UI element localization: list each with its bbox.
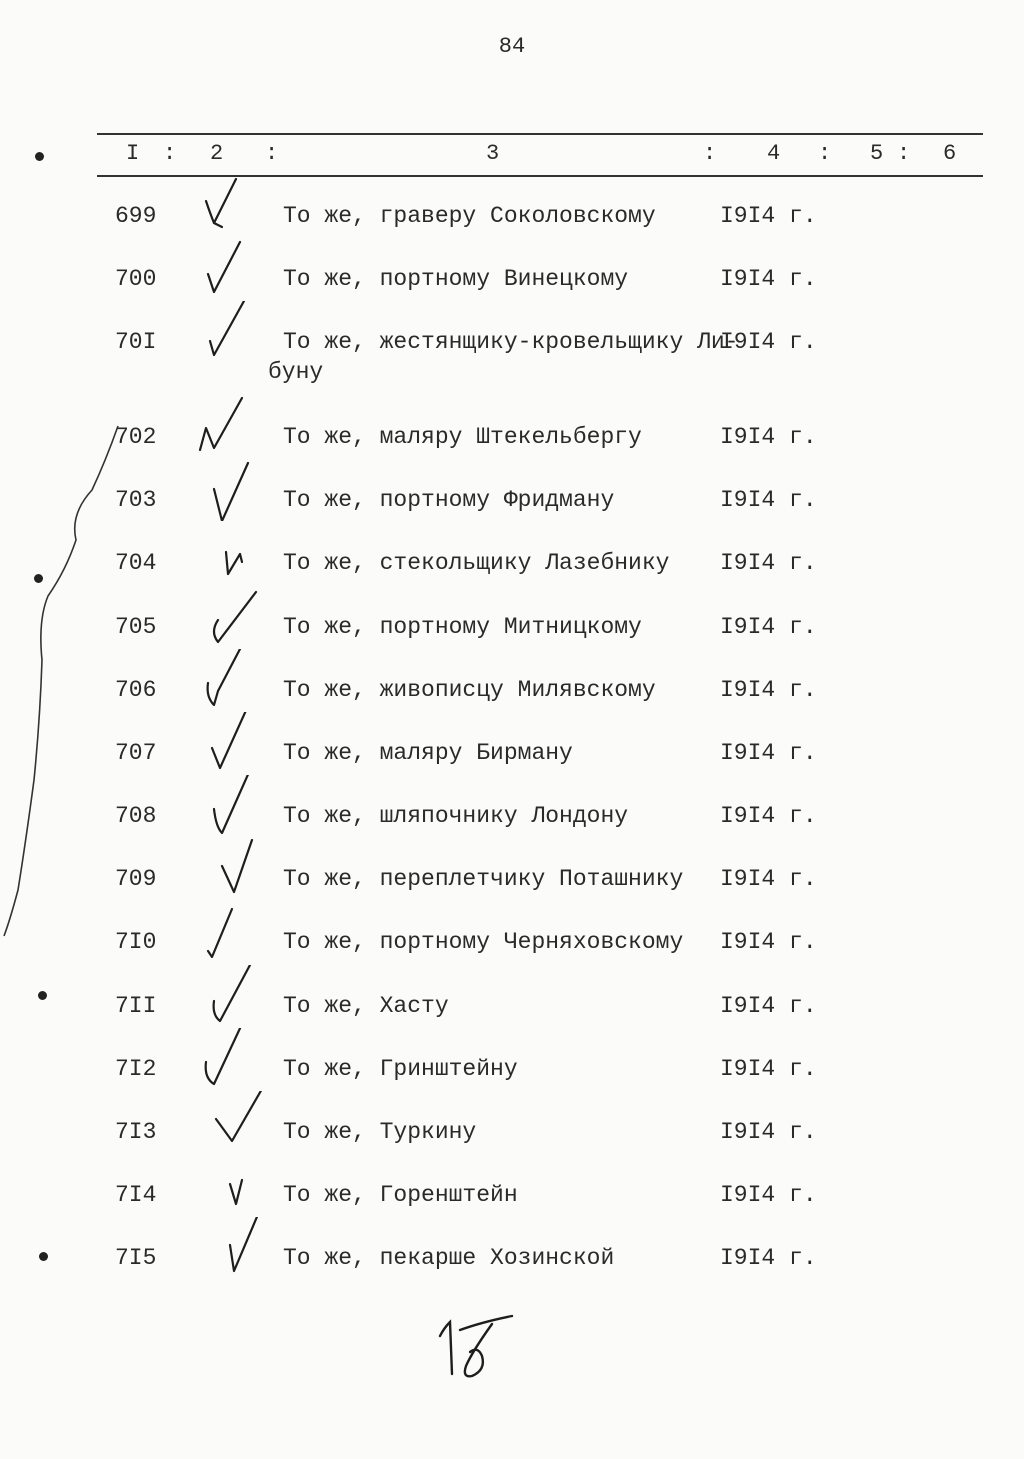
column-separator: : (703, 141, 717, 166)
column-header-1: I (126, 141, 140, 166)
checkmark-icon (196, 901, 266, 963)
row-description-continuation: буну (268, 359, 324, 385)
row-year: I9I4 г. (720, 803, 817, 829)
row-description: То же, портному Митницкому (283, 614, 642, 640)
row-description: То же, граверу Соколовскому (283, 203, 656, 229)
handwritten-signature (432, 1312, 522, 1392)
table-row (0, 929, 1024, 989)
checkmark-icon (196, 775, 266, 837)
table-row (0, 1056, 1024, 1116)
row-number: 709 (115, 866, 157, 892)
row-number: 702 (115, 424, 157, 450)
table-row (0, 993, 1024, 1053)
row-description: То же, пекарше Хозинской (283, 1245, 615, 1271)
checkmark-icon (196, 522, 266, 584)
row-year: I9I4 г. (720, 677, 817, 703)
table-row (0, 266, 1024, 326)
column-header-6: 6 (943, 141, 957, 166)
row-description: То же, переплетчику Поташнику (283, 866, 684, 892)
checkmark-icon (196, 1154, 266, 1216)
column-separator: : (265, 141, 279, 166)
column-separator: : (163, 141, 177, 166)
row-description: То же, маляру Штекельбергу (283, 424, 642, 450)
row-year: I9I4 г. (720, 550, 817, 576)
row-year: I9I4 г. (720, 614, 817, 640)
row-description: То же, Горенштейн (283, 1182, 518, 1208)
checkmark-icon (196, 175, 266, 237)
checkmark-icon (196, 459, 266, 521)
column-separator: : (818, 141, 832, 166)
checkmark-icon (196, 838, 266, 900)
table-row (0, 677, 1024, 737)
row-year: I9I4 г. (720, 740, 817, 766)
row-number: 7I2 (115, 1056, 157, 1082)
column-header-3: 3 (486, 141, 500, 166)
table-top-rule (97, 133, 983, 135)
row-year: I9I4 г. (720, 487, 817, 513)
row-number: 7I3 (115, 1119, 157, 1145)
row-number: 704 (115, 550, 157, 576)
row-description: То же, портному Фридману (283, 487, 615, 513)
table-row (0, 803, 1024, 863)
checkmark-icon (196, 965, 266, 1027)
punch-hole-dot (35, 152, 44, 161)
checkmark-icon (196, 586, 266, 648)
row-year: I9I4 г. (720, 1056, 817, 1082)
column-separator: : (897, 141, 911, 166)
margin-pencil-line (0, 420, 130, 940)
row-year: I9I4 г. (720, 929, 817, 955)
row-year: I9I4 г. (720, 1119, 817, 1145)
checkmark-icon (196, 238, 266, 300)
row-description: То же, жестянщику-кровельщику Ли- (283, 329, 739, 355)
punch-hole-dot (38, 991, 47, 1000)
table-row (0, 329, 1024, 389)
row-number: 705 (115, 614, 157, 640)
column-header-4: 4 (767, 141, 781, 166)
row-number: 7I5 (115, 1245, 157, 1271)
row-year: I9I4 г. (720, 1182, 817, 1208)
table-row (0, 1245, 1024, 1305)
table-row (0, 550, 1024, 610)
punch-hole-dot (34, 574, 43, 583)
row-number: 707 (115, 740, 157, 766)
row-year: I9I4 г. (720, 203, 817, 229)
table-row (0, 424, 1024, 484)
row-number: 7I0 (115, 929, 157, 955)
punch-hole-dot (39, 1252, 48, 1261)
row-year: I9I4 г. (720, 424, 817, 450)
column-header-2: 2 (210, 141, 224, 166)
row-number: 706 (115, 677, 157, 703)
row-description: То же, Гринштейну (283, 1056, 518, 1082)
row-description: То же, Туркину (283, 1119, 477, 1145)
checkmark-icon (196, 301, 266, 363)
table-row (0, 1119, 1024, 1179)
checkmark-icon (196, 649, 266, 711)
checkmark-icon (196, 712, 266, 774)
table-row (0, 866, 1024, 926)
checkmark-icon (196, 396, 266, 458)
table-row (0, 203, 1024, 263)
row-number: 703 (115, 487, 157, 513)
row-number: 7II (115, 993, 157, 1019)
row-year: I9I4 г. (720, 1245, 817, 1271)
row-number: 70I (115, 329, 157, 355)
checkmark-icon (196, 1028, 266, 1090)
row-year: I9I4 г. (720, 993, 817, 1019)
row-description: То же, портному Черняховскому (283, 929, 684, 955)
table-row (0, 487, 1024, 547)
row-description: То же, живописцу Милявскому (283, 677, 656, 703)
row-number: 7I4 (115, 1182, 157, 1208)
table-row (0, 1182, 1024, 1242)
row-year: I9I4 г. (720, 866, 817, 892)
row-year: I9I4 г. (720, 329, 817, 355)
checkmark-icon (196, 1217, 266, 1279)
row-description: То же, портному Винецкому (283, 266, 629, 292)
checkmark-icon (196, 1091, 266, 1153)
page-number: 84 (498, 34, 526, 59)
column-header-5: 5 (870, 141, 884, 166)
row-year: I9I4 г. (720, 266, 817, 292)
table-row (0, 740, 1024, 800)
row-description: То же, Хасту (283, 993, 449, 1019)
row-number: 700 (115, 266, 157, 292)
row-number: 699 (115, 203, 157, 229)
row-description: То же, шляпочнику Лондону (283, 803, 629, 829)
table-row (0, 614, 1024, 674)
row-number: 708 (115, 803, 157, 829)
row-description: То же, маляру Бирману (283, 740, 573, 766)
row-description: То же, стекольщику Лазебнику (283, 550, 670, 576)
